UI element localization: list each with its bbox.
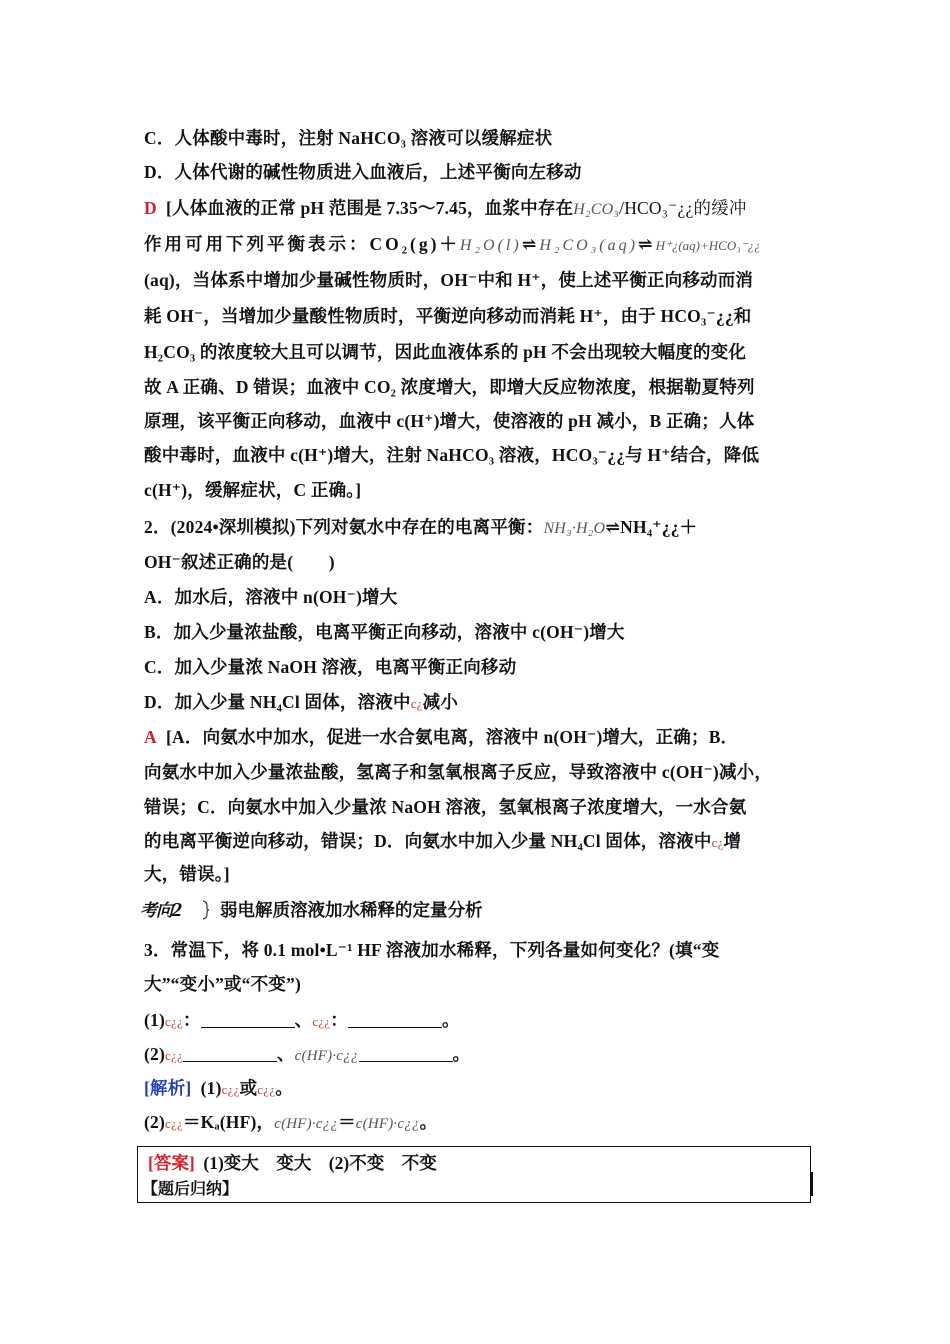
- q2-option-d: [144, 690, 808, 716]
- q1-explain-line-2: [144, 232, 808, 258]
- text: ：: [182, 1010, 201, 1030]
- equilibrium-arrow: ⇌: [521, 234, 540, 254]
- tag-word: 考向: [140, 901, 172, 920]
- q3-explain-line-2: [144, 1110, 808, 1136]
- garbled-formula: c¿: [711, 835, 724, 850]
- garbled-formula: c¿¿: [165, 1014, 183, 1029]
- answer-letter: D: [144, 198, 157, 218]
- answer-text: (1)变大 变大 (2)不变 不变: [203, 1153, 437, 1173]
- q2-explain-line-1: [144, 725, 808, 749]
- garbled-formula: c¿: [410, 696, 423, 711]
- text: 2．(2024•深圳模拟)下列对氨水中存在的电离平衡：: [144, 517, 544, 537]
- q3-stem-line-1: 3．常温下，将 0.1 mol•L⁻¹ HF 溶液加水稀释，下列各量如何变化？(填“变: [144, 940, 720, 960]
- answer-blank[interactable]: [201, 1009, 295, 1028]
- option-c: C．人体酸中毒时，注射 NaHCO₃ 溶液可以缓解症状: [144, 128, 553, 148]
- q2-stem-line-2: OH⁻叙述正确的是( ): [144, 552, 335, 572]
- text: ＝: [338, 1112, 356, 1132]
- answer-letter: A: [144, 727, 157, 747]
- text: (1): [200, 1078, 222, 1098]
- q1-explain-line-6: 故 A 正确、D 错误；血液中 CO₂ 浓度增大，即增大反应物浓度，根据勒夏特列: [144, 377, 755, 397]
- answer-blank[interactable]: [183, 1043, 277, 1062]
- bracket-icon: [202, 900, 210, 920]
- formula: c(HF)·c¿¿: [355, 1116, 420, 1132]
- q1-explain-line-4: 耗 OH⁻，当增加少量酸性物质时，平衡逆向移动而消耗 H⁺，由于 HCO₃⁻¿¿和: [144, 306, 752, 326]
- section-title: 弱电解质溶液加水稀释的定量分析: [220, 900, 483, 920]
- text: 增: [723, 831, 742, 851]
- text: (2): [144, 1112, 166, 1132]
- formula-tail: ⇌NH₄⁺¿¿＋: [605, 517, 698, 537]
- text: 作用可用下列平衡表示：CO₂(g)＋: [144, 234, 460, 254]
- q3-part-2: [144, 1042, 808, 1068]
- q2-stem-line-1: [144, 515, 808, 541]
- tag-number: 2: [172, 899, 181, 921]
- q3-stem-line-2: 大”“变小”或“不变”): [144, 974, 301, 994]
- formula: H₂O(l): [459, 237, 522, 254]
- text: 的电离平衡逆向移动，错误；D．向氨水中加入少量 NH₄Cl 固体，溶液中: [144, 831, 712, 851]
- q3-part-1: [144, 1008, 808, 1034]
- formula: H₂CO₃(aq): [539, 237, 638, 254]
- q2-explain-line-2: 向氨水中加入少量浓盐酸，氢离子和氢氧根离子反应，导致溶液中 c(OH⁻)减小，: [144, 762, 773, 782]
- text: [A．向氨水中加水，促进一水合氨电离，溶液中 n(OH⁻)增大，正确；B．: [166, 727, 739, 747]
- section-tag: [140, 896, 220, 924]
- q1-explain-line-3: (aq)，当体系中增加少量碱性物质时，OH⁻中和 H⁺，使上述平衡正向移动而消: [144, 270, 754, 290]
- summary-heading: 【题后归纳】: [142, 1181, 239, 1198]
- answer-box: [137, 1146, 811, 1203]
- answer-blank[interactable]: [359, 1043, 453, 1062]
- garbled-formula: c¿¿: [221, 1082, 240, 1097]
- q1-explain-line-9: c(H⁺)，缓解症状，C 正确。]: [144, 480, 362, 500]
- garbled-formula: c¿¿: [165, 1116, 183, 1131]
- part-label: (1): [144, 1010, 166, 1030]
- formula: NH₃·H₂O: [543, 520, 606, 537]
- text: 。: [452, 1044, 471, 1064]
- text: 或: [239, 1078, 258, 1098]
- text: 。: [275, 1078, 293, 1098]
- q1-explain-line-5: H₂CO₃ 的浓度较大且可以调节，因此血液体系的 pH 不会出现较大幅度的变化: [144, 342, 747, 362]
- q2-explain-line-5: 大，错误。]: [144, 864, 230, 884]
- text: [人体血液的正常 pH 范围是 7.35～7.45，血浆中存在: [166, 198, 574, 218]
- text: ：: [330, 1010, 348, 1030]
- section-tag-label: [140, 896, 181, 925]
- garbled-formula: c¿¿: [257, 1082, 276, 1097]
- analysis-label: [解析]: [144, 1078, 192, 1098]
- answer-label: [答案]: [148, 1153, 195, 1173]
- q2-option-b: B．加入少量浓盐酸，电离平衡正向移动，溶液中 c(OH⁻)增大: [144, 622, 625, 642]
- option-d: D．人体代谢的碱性物质进入血液后，上述平衡向左移动: [144, 162, 582, 182]
- garbled-formula: c¿¿: [312, 1014, 331, 1029]
- q1-explain-line-7: 原理，该平衡正向移动，血液中 c(H⁺)增大，使溶液的 pH 减小，B 正确；人体: [144, 411, 755, 431]
- q2-explain-line-4: [144, 829, 808, 855]
- text: D．加入少量 NH₄Cl 固体，溶液中: [144, 692, 411, 712]
- q1-explain-line-8: 酸中毒时，血液中 c(H⁺)增大，注射 NaHCO₃ 溶液，HCO₃⁻¿¿与 H⁺结合，降低: [144, 445, 760, 465]
- text: 、: [276, 1044, 295, 1064]
- box-edge: [811, 1172, 813, 1196]
- answer-blank[interactable]: [348, 1009, 442, 1028]
- part-label: (2): [144, 1044, 166, 1064]
- q2-option-c: C．加入少量浓 NaOH 溶液，电离平衡正向移动: [144, 657, 517, 677]
- q1-explain-line-1: [144, 196, 808, 222]
- q3-explain-line-1: [144, 1076, 808, 1102]
- text: 、: [294, 1010, 313, 1030]
- formula: H₂CO₃: [573, 201, 620, 218]
- answer-line: [148, 1151, 437, 1175]
- text: 。: [419, 1112, 438, 1132]
- formula: H⁺¿(aq)+HCO₃⁻¿¿: [655, 238, 761, 253]
- formula: c(HF)·c¿¿: [294, 1048, 359, 1064]
- q2-explain-line-3: 错误；C．向氨水中加入少量浓 NaOH 溶液，氢氧根离子浓度增大，一水合氨: [144, 797, 747, 817]
- equilibrium-arrow: ⇌: [637, 234, 656, 254]
- garbled-formula: c¿¿: [165, 1048, 183, 1063]
- formula-tail: /HCO₃⁻¿¿的缓冲: [619, 198, 747, 218]
- text: 减小: [422, 692, 459, 712]
- text: ＝Kₐ(HF)，: [182, 1112, 275, 1132]
- text: 。: [441, 1010, 460, 1030]
- q2-option-a: A．加水后，溶液中 n(OH⁻)增大: [144, 587, 398, 607]
- formula: c(HF)·c¿¿: [274, 1116, 339, 1132]
